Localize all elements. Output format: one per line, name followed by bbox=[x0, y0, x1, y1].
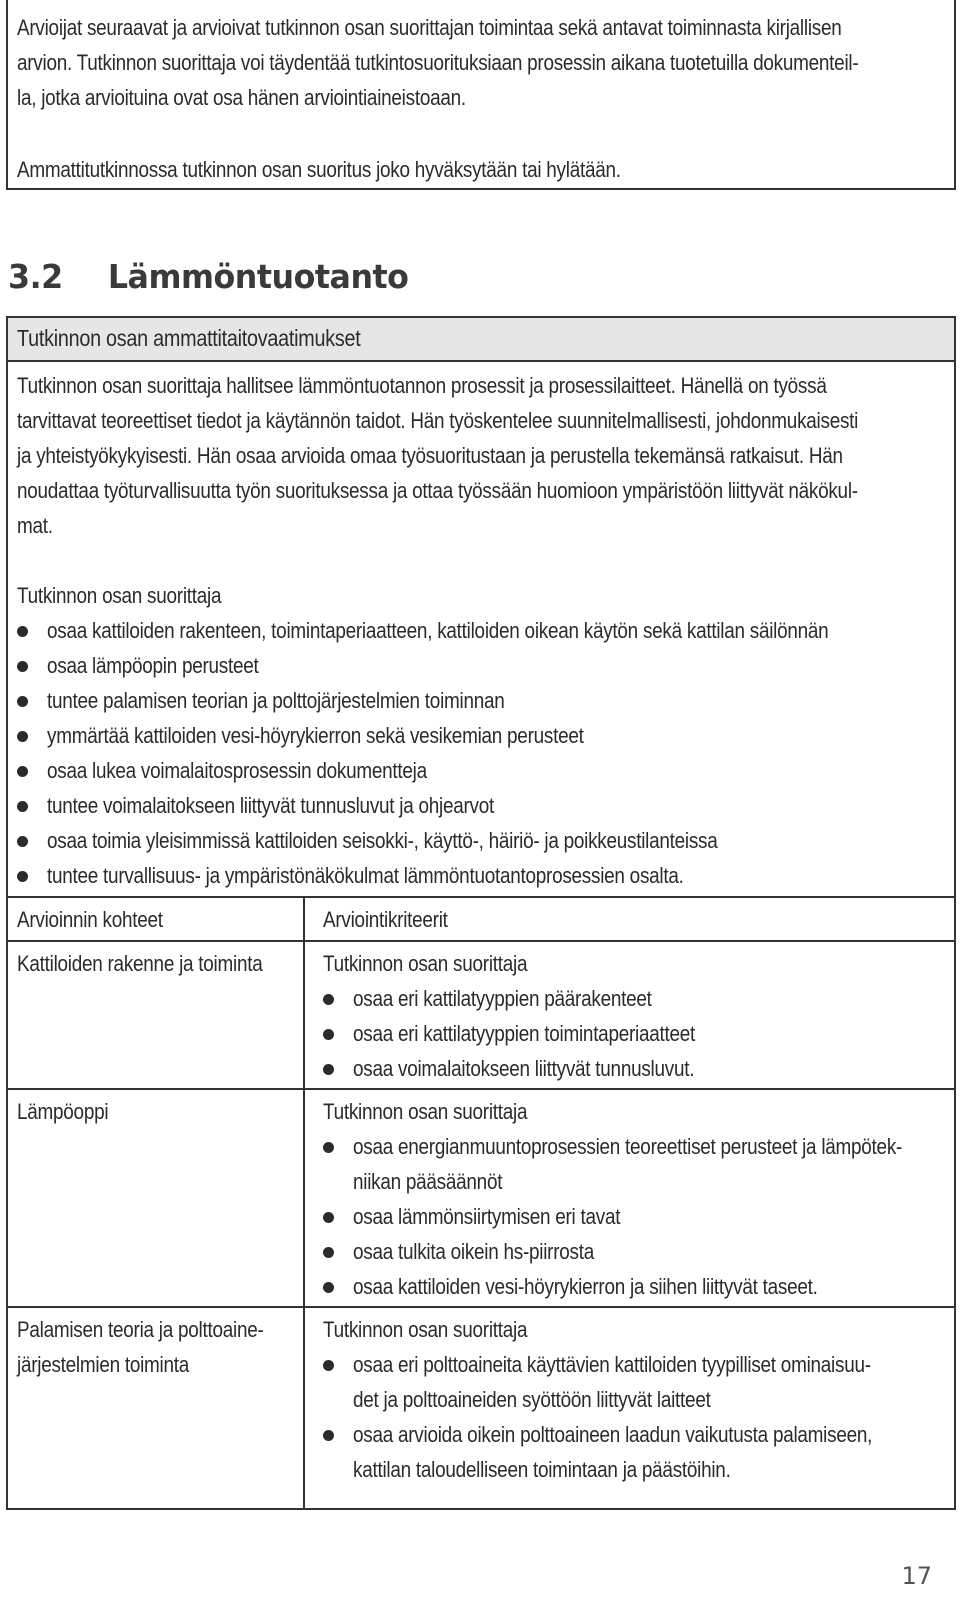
bullet-icon bbox=[17, 766, 28, 777]
bullet-icon bbox=[323, 1212, 334, 1223]
list-item: osaa voimalaitokseen liittyvät tunnusluvut. bbox=[323, 1051, 561, 1086]
bullet-icon bbox=[17, 661, 28, 672]
column-header-targets: Arvioinnin kohteet bbox=[17, 907, 163, 932]
criteria-performer: Tutkinnon osan suorittaja bbox=[323, 1099, 528, 1124]
bullet-icon bbox=[323, 1142, 334, 1153]
section-title: Lämmöntuotanto bbox=[107, 257, 409, 296]
assessment-note-box bbox=[6, 0, 956, 190]
list-item: osaa tulkita oikein hs-piirrosta bbox=[323, 1234, 561, 1269]
list-item: osaa lämmönsiirtymisen eri tavat bbox=[323, 1199, 561, 1234]
section-number: 3.2 bbox=[8, 257, 63, 296]
requirements-intro bbox=[17, 368, 960, 543]
bullet-icon bbox=[17, 801, 28, 812]
paragraph-line: ja yhteistyökykyisesti. Hän osaa arvioida omaa työsuoritustaan ja perustella tekemänsä ratkaisut. Hän bbox=[17, 443, 843, 468]
paragraph-line: noudattaa työturvallisuutta työn suorituksessa ja ottaa työssään huomioon ympäristöön liittyvät näkökul- bbox=[17, 478, 858, 503]
table-header-rule bbox=[8, 940, 954, 942]
assessment-criteria bbox=[323, 1312, 873, 1487]
table-top-rule bbox=[8, 896, 954, 898]
bullet-icon bbox=[323, 1360, 334, 1371]
list-item-continuation: niikan pääsäännöt bbox=[353, 1169, 503, 1194]
assessment-criteria bbox=[323, 946, 696, 1086]
table-column-divider bbox=[303, 896, 305, 1508]
table-row-rule bbox=[305, 1088, 954, 1090]
list-item: osaa kattiloiden vesi-höyrykierron ja siihen liittyvät taseet. bbox=[323, 1269, 561, 1304]
table-row-rule bbox=[8, 1088, 303, 1090]
bullet-icon bbox=[17, 836, 28, 847]
paragraph-line: mat. bbox=[17, 513, 53, 538]
list-item-continuation: det ja polttoaineiden syöttöön liittyvät laitteet bbox=[353, 1387, 711, 1412]
paragraph-line: arvion. Tutkinnon suorittaja voi täydentää tutkintosuorituksiaan prosessin aikana tuotetuilla dokumenteil- bbox=[17, 50, 859, 75]
table-row-rule bbox=[8, 1306, 303, 1308]
paragraph-line: tarvittavat teoreettiset tiedot ja käytännön taidot. Hän työskentelee suunnitelmallisesti, johdonmukaisesti bbox=[17, 408, 859, 433]
bullet-icon bbox=[323, 1029, 334, 1040]
assessment-rule: Ammattitutkinnossa tutkinnon osan suoritus joko hyväksytään tai hylätään. bbox=[17, 157, 621, 182]
bullet-icon bbox=[323, 1247, 334, 1258]
criteria-performer: Tutkinnon osan suorittaja bbox=[323, 1317, 528, 1342]
bullet-icon bbox=[17, 731, 28, 742]
assessment-note-paragraph bbox=[17, 10, 960, 115]
list-item: osaa eri kattilatyyppien toimintaperiaatteet bbox=[323, 1016, 561, 1051]
bullet-icon bbox=[323, 994, 334, 1005]
paragraph-line: Tutkinnon osan suorittaja hallitsee lämmöntuotannon prosessit ja prosessilaitteet. Hänellä on työssä bbox=[17, 373, 827, 398]
assessment-target: Kattiloiden rakenne ja toiminta bbox=[17, 951, 263, 976]
column-header-criteria: Arviointikriteerit bbox=[323, 907, 448, 932]
bullet-icon bbox=[323, 1430, 334, 1441]
assessment-target: Palamisen teoria ja polttoaine- järjestelmien toiminta bbox=[17, 1317, 264, 1377]
list-item: osaa energianmuuntoprosessien teoreettiset perusteet ja lämpötek- bbox=[323, 1129, 561, 1164]
list-item: osaa eri kattilatyyppien päärakenteet bbox=[323, 981, 561, 1016]
bullet-icon bbox=[17, 696, 28, 707]
list-item: osaa arvioida oikein polttoaineen laadun vaikutusta palamiseen, bbox=[323, 1417, 561, 1452]
bullet-icon bbox=[323, 1064, 334, 1075]
assessment-target: Lämpöoppi bbox=[17, 1099, 109, 1124]
performer-label: Tutkinnon osan suorittaja bbox=[17, 583, 222, 608]
paragraph-line: la, jotka arvioituina ovat osa hänen arviointiaineistoaan. bbox=[17, 85, 466, 110]
list-item-continuation: kattilan taloudelliseen toimintaan ja päästöihin. bbox=[353, 1457, 731, 1482]
requirements-header bbox=[8, 318, 954, 362]
bullet-icon bbox=[17, 871, 28, 882]
assessment-criteria bbox=[323, 1094, 903, 1304]
page-number: 17 bbox=[901, 1562, 932, 1590]
table-row-rule bbox=[305, 1306, 954, 1308]
bullet-icon bbox=[17, 626, 28, 637]
paragraph-line: Arvioijat seuraavat ja arvioivat tutkinnon osan suorittajan toimintaa sekä antavat toiminnasta kirjallisen bbox=[17, 15, 842, 40]
criteria-performer: Tutkinnon osan suorittaja bbox=[323, 951, 528, 976]
list-item: osaa eri polttoaineita käyttävien kattiloiden tyypilliset ominaisuu- bbox=[323, 1347, 561, 1382]
requirements-box: Tutkinnon osan ammattitaitovaatimukset Tutkinnon osan suorittaja hallitsee lämmöntuotannon prosessit ja prosessilaitteet. Hänellä on työssä tarvittavat teoreettiset tiedot ja käytännön taidot. Hän työskentelee suunnitelmallisesti, johdonmukaisesti ja yhteistyökykyisesti. Hän osaa arvioida omaa työsuoritustaan ja perustella tekemänsä ratkaisut. Hän noudattaa työturvallisuutta työn suorituksessa ja ottaa työssään huomioon ympäristöön liittyvät näkökul- mat. Tutkinnon osan suorittaja osaa kattiloiden rakenteen, toimintaperiaatteen, kattiloiden oikean käytön sekä kattilan säilönnän osaa lämpöopin perusteet tuntee palamisen teorian ja polttojärjestelmien toiminnan ymmärtää kattiloiden vesi-höyrykierron sekä vesikemian perusteet osaa lukea voimalaitosprosessin dokumentteja tuntee voimalaitokseen liittyvät tunnusluvut ja ohjearvot osaa toimia yleisimmissä kattiloiden seisokki-, käyttö-, häiriö- ja poikkeustilanteissa tuntee turvallisuus- ja ympäristönäkökulmat lämmöntuotantoprosessien osalta. Arvioinnin kohteet Arviointikriteerit Kattiloiden rakenne ja toiminta Tutkinnon osan suorittaja osaa eri kattilatyyppien päärakenteet osaa eri kattilatyyppien toimintaperiaatteet osaa voimalaitokseen liittyvät tunnusluvut. Lämpöoppi Tutkinnon osan suorittaja osaa energianmuuntoprosessien teoreettiset perusteet ja lämpötek- niikan pääsäännöt osaa lämmönsiirtymisen eri tavat osaa tulkita oikein hs-piirrosta osaa kattiloiden vesi-höyrykierron ja siihen liittyvät taseet. Palamisen teoria ja polttoaine- järjestelmien toiminta Tutkinnon osan suorittaja osaa eri polttoaineita käyttävien kattiloiden tyypilliset ominaisuu- det ja polttoaineiden syöttöön liittyvät laitteet osaa arvioida oikein polttoaineen laadun vaikutusta palamiseen, kattilan taloudelliseen toimintaan ja päästöihin. bbox=[6, 316, 956, 1510]
requirements-header-title: Tutkinnon osan ammattitaitovaatimukset bbox=[17, 325, 361, 351]
bullet-icon bbox=[323, 1282, 334, 1293]
section-heading bbox=[8, 257, 408, 296]
